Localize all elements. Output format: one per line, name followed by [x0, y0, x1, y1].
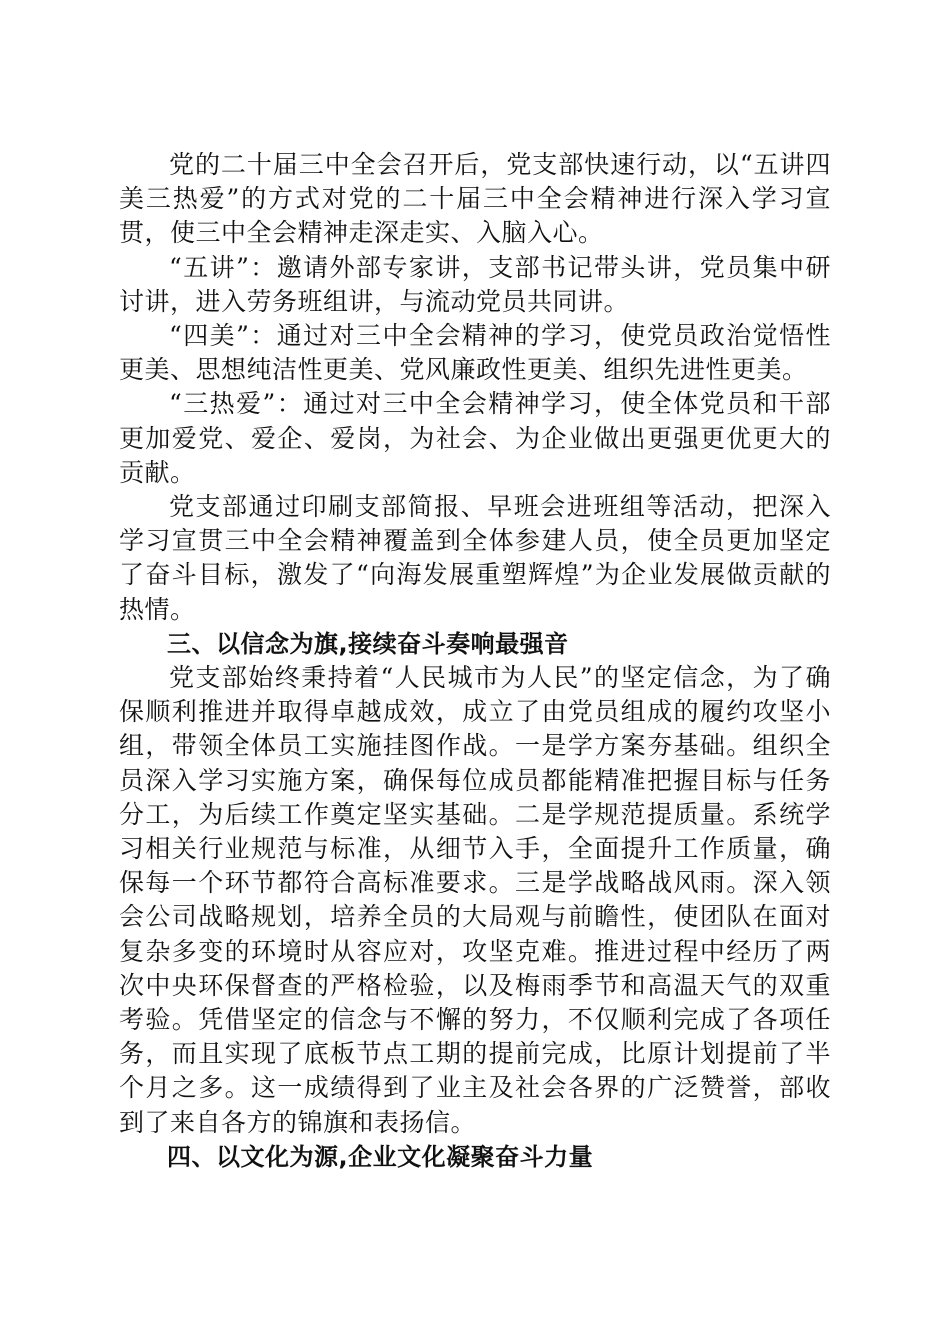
paragraph-wujiang: “五讲”：邀请外部专家讲，支部书记带头讲，党员集中研讨讲，进入劳务班组讲，与流动党员共同讲。: [119, 252, 831, 316]
paragraph-belief: 党支部始终秉持着“人民城市为人民”的坚定信念，为了确保顺利推进并取得卓越成效，成立了由党员组成的履约攻坚小组，带领全体员工实施挂图作战。一是学方案夯基础。组织全员深入学习实施方案，确保每位成员都能精准把握目标与任务分工，为后续工作奠定坚实基础。二是学规范提质量。系统学习相关行业规范与标准，从细节入手，全面提升工作质量，确保每一个环节都符合高标准要求。三是学战略战风雨。深入领会公司战略规划，培养全员的大局观与前瞻性，使团队在面对复杂多变的环境时从容应对，攻坚克难。推进过程中经历了两次中央环保督查的严格检验，以及梅雨季节和高温天气的双重考验。凭借坚定的信念与不懈的努力，不仅顺利完成了各项任务，而且实现了底板节点工期的提前完成，比原计划提前了半个月之多。这一成绩得到了业主及社会各界的广泛赞誉，部收到了来自各方的锦旗和表扬信。: [119, 663, 831, 1137]
paragraph-intro: 党的二十届三中全会召开后，党支部快速行动，以“五讲四美三热爱”的方式对党的二十届三中全会精神进行深入学习宣贯，使三中全会精神走深走实、入脑入心。: [119, 150, 831, 248]
section-heading-4: 四、以文化为源,企业文化凝聚奋斗力量: [167, 1142, 594, 1171]
document-body: [119, 148, 831, 1174]
paragraph-activities: 党支部通过印刷支部简报、早班会进班组等活动，把深入学习宣贯三中全会精神覆盖到全体参建人员，使全员更加坚定了奋斗目标，激发了“向海发展重塑辉煌”为企业发展做贡献的热情。: [119, 492, 831, 624]
section-heading-3: 三、以信念为旗,接续奋斗奏响最强音: [167, 629, 569, 658]
paragraph-sanreai: “三热爱”：通过对三中全会精神学习，使全体党员和干部更加爱党、爱企、爱岗，为社会、为企业做出更强更优更大的贡献。: [119, 389, 831, 487]
paragraph-simei: “四美”：通过对三中全会精神的学习，使党员政治觉悟性更美、思想纯洁性更美、党风廉政性更美、组织先进性更美。: [119, 321, 831, 385]
